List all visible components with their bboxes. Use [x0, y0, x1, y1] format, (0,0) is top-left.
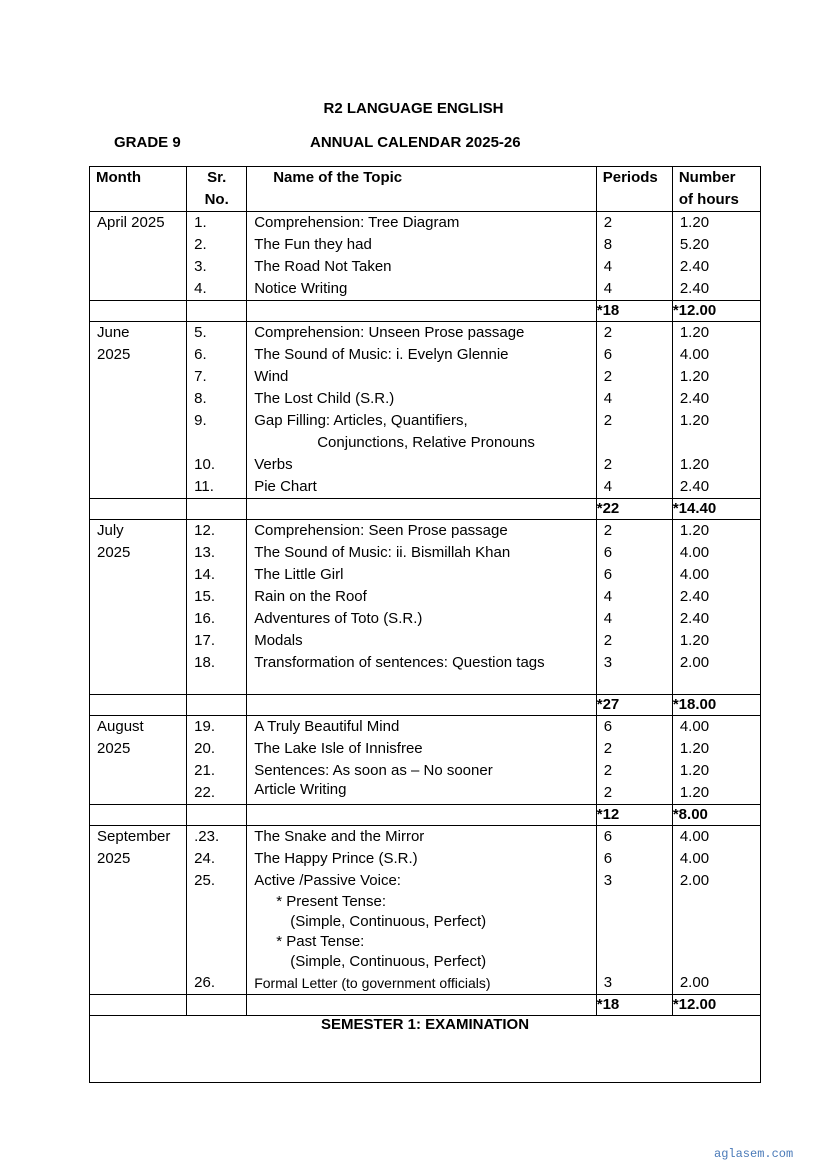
total-row — [90, 301, 761, 322]
watermark-footer: aglasem.com — [714, 1147, 794, 1161]
hours-cell: 1.20 4.00 4.00 2.40 2.40 1.20 2.00 — [672, 520, 760, 695]
total-row — [90, 695, 761, 716]
topic-cell: The Snake and the Mirror The Happy Prince (S.R.) Active /Passive Voice: * Present Tense: (Simple, Continuous, Perfect) * Past Tense: (Simple, Continuous, Perfect) Formal Letter (to government officials) — [247, 826, 597, 995]
periods-cell: 2 6 6 4 4 2 3 — [596, 520, 672, 695]
total-hours: *12.00 — [672, 301, 760, 322]
periods-cell: 2 6 2 4 2 2 4 — [596, 322, 672, 499]
sr-cell: 1. 2. 3. 4. — [187, 212, 247, 301]
month-block-august — [90, 716, 761, 805]
exam-row — [90, 1016, 761, 1083]
total-periods: *18 — [596, 301, 672, 322]
calendar-table — [89, 166, 761, 1083]
document-title: R2 LANGUAGE ENGLISH — [323, 100, 504, 117]
calendar-title: ANNUAL CALENDAR 2025-26 — [310, 134, 521, 151]
topic-cell: A Truly Beautiful Mind The Lake Isle of Innisfree Sentences: As soon as – No sooner Article Writing — [247, 716, 597, 805]
grade-label: GRADE 9 — [114, 134, 181, 151]
hours-cell: 1.20 5.20 2.40 2.40 — [672, 212, 760, 301]
topic-cell: Comprehension: Seen Prose passage The Sound of Music: ii. Bismillah Khan The Little Girl Rain on the Roof Adventures of Toto (S.R.) Modals Transformation of sentences: Question tags — [247, 520, 597, 695]
periods-cell: 2 8 4 4 — [596, 212, 672, 301]
month-block-july — [90, 520, 761, 695]
sr-cell: 5. 6. 7. 8. 9. 10. 11. — [187, 322, 247, 499]
month-cell: April 2025 — [90, 212, 187, 301]
total-periods: *12 — [596, 805, 672, 826]
month-cell: September 2025 — [90, 826, 187, 995]
total-row — [90, 805, 761, 826]
header-month: Month — [90, 167, 187, 212]
month-cell: June 2025 — [90, 322, 187, 499]
periods-cell: 6 6 3 3 — [596, 826, 672, 995]
periods-cell: 6 2 2 2 — [596, 716, 672, 805]
total-row — [90, 499, 761, 520]
hours-cell: 4.00 1.20 1.20 1.20 — [672, 716, 760, 805]
sr-cell: 12. 13. 14. 15. 16. 17. 18. — [187, 520, 247, 695]
month-cell: August 2025 — [90, 716, 187, 805]
total-hours: *18.00 — [672, 695, 760, 716]
month-block-september — [90, 826, 761, 995]
topic-cell: Comprehension: Unseen Prose passage The Sound of Music: i. Evelyn Glennie Wind The Lost Child (S.R.) Gap Filling: Articles, Quantifiers, Conjunctions, Relative Pronouns Verbs Pie Chart — [247, 322, 597, 499]
header-sr-no: Sr. No. — [187, 167, 247, 212]
hours-cell: 1.20 4.00 1.20 2.40 1.20 1.20 2.40 — [672, 322, 760, 499]
total-periods: *27 — [596, 695, 672, 716]
table-header-row — [90, 167, 761, 212]
total-hours: *8.00 — [672, 805, 760, 826]
month-block-april — [90, 212, 761, 301]
sr-cell: .23. 24. 25. 26. — [187, 826, 247, 995]
month-block-june — [90, 322, 761, 499]
total-hours: *12.00 — [672, 995, 760, 1016]
sr-cell: 19. 20. 21. 22. — [187, 716, 247, 805]
topic-cell: Comprehension: Tree Diagram The Fun they had The Road Not Taken Notice Writing — [247, 212, 597, 301]
header-hours: Number of hours — [672, 167, 760, 212]
hours-cell: 4.00 4.00 2.00 2.00 — [672, 826, 760, 995]
total-hours: *14.40 — [672, 499, 760, 520]
total-row — [90, 995, 761, 1016]
semester-exam-label: SEMESTER 1: EXAMINATION — [90, 1016, 761, 1083]
header-periods: Periods — [596, 167, 672, 212]
total-periods: *18 — [596, 995, 672, 1016]
month-cell: July 2025 — [90, 520, 187, 695]
total-periods: *22 — [596, 499, 672, 520]
header-topic: Name of the Topic — [247, 167, 597, 212]
